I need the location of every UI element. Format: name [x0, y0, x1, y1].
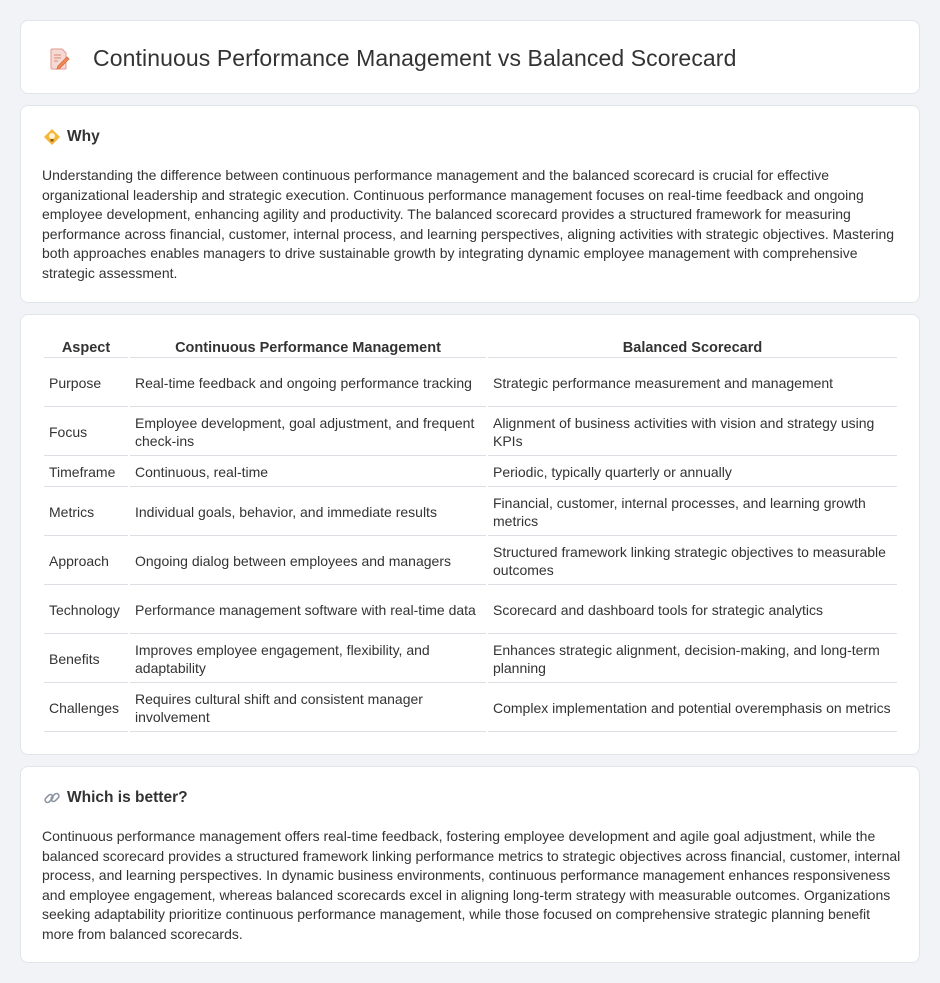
why-heading: Why: [67, 128, 100, 145]
better-heading: Which is better?: [67, 789, 188, 806]
bsc-cell: Structured framework linking strategic objectives to measurable outcomes: [488, 538, 897, 585]
cpm-cell: Real-time feedback and ongoing performance tracking: [130, 360, 486, 407]
aspect-cell: Focus: [44, 409, 128, 456]
aspect-cell: Metrics: [44, 489, 128, 536]
header-continuous-performance-management: Continuous Performance Management: [130, 337, 486, 358]
table-row: [44, 587, 897, 634]
cpm-cell: Ongoing dialog between employees and managers: [130, 538, 486, 585]
aspect-cell: Technology: [44, 587, 128, 634]
table-row: [44, 360, 897, 407]
table-row: [44, 409, 897, 456]
document-pencil-icon: [47, 47, 71, 71]
why-heading-row: [43, 128, 100, 146]
cpm-cell: Improves employee engagement, flexibility, and adaptability: [130, 636, 486, 683]
aspect-cell: Challenges: [44, 685, 128, 732]
bsc-cell: Strategic performance measurement and management: [488, 360, 897, 407]
header-balanced-scorecard: Balanced Scorecard: [488, 337, 897, 358]
bsc-cell: Periodic, typically quarterly or annually: [488, 458, 897, 487]
table-row: [44, 636, 897, 683]
aspect-cell: Benefits: [44, 636, 128, 683]
header-aspect: Aspect: [44, 337, 128, 358]
cpm-cell: Performance management software with real-time data: [130, 587, 486, 634]
link-icon: [43, 789, 61, 807]
bsc-cell: Financial, customer, internal processes, and learning growth metrics: [488, 489, 897, 536]
bsc-cell: Alignment of business activities with vision and strategy using KPIs: [488, 409, 897, 456]
comparison-card: [20, 314, 920, 755]
title-row: [47, 45, 736, 72]
better-card: [20, 766, 920, 963]
table-row: [44, 458, 897, 487]
table-header-row: [44, 337, 897, 358]
why-card: [20, 105, 920, 303]
bsc-cell: Complex implementation and potential overemphasis on metrics: [488, 685, 897, 732]
aspect-cell: Approach: [44, 538, 128, 585]
comparison-table: [42, 335, 899, 734]
aspect-cell: Purpose: [44, 360, 128, 407]
cpm-cell: Continuous, real-time: [130, 458, 486, 487]
why-text: Understanding the difference between continuous performance management and the balanced scorecard is crucial for effective organizational leadership and strategic execution. Continuous performance management focuses on real-time feedback and ongoing employee development, enhancing agility and productivity. The balanced scorecard provides a structured framework for measuring performance across financial, customer, internal process, and learning perspectives, aligning activities with strategic objectives. Mastering both approaches enables managers to drive sustainable growth by integrating dynamic employee management with comprehensive strategic assessment.: [42, 167, 895, 281]
bsc-cell: Scorecard and dashboard tools for strategic analytics: [488, 587, 897, 634]
cpm-cell: Requires cultural shift and consistent manager involvement: [130, 685, 486, 732]
title-card: [20, 20, 920, 94]
lightbulb-icon: [43, 128, 61, 146]
aspect-cell: Timeframe: [44, 458, 128, 487]
cpm-cell: Individual goals, behavior, and immediate results: [130, 489, 486, 536]
better-heading-row: [43, 789, 188, 807]
bsc-cell: Enhances strategic alignment, decision-making, and long-term planning: [488, 636, 897, 683]
page-title: Continuous Performance Management vs Balanced Scorecard: [93, 45, 737, 71]
cpm-cell: Employee development, goal adjustment, and frequent check-ins: [130, 409, 486, 456]
table-row: [44, 685, 897, 732]
table-row: [44, 538, 897, 585]
better-text: Continuous performance management offers real-time feedback, fostering employee development and agile goal adjustment, while the balanced scorecard provides a structured framework linking performance metrics to strategic objectives across financial, customer, internal process, and learning perspectives. In dynamic business environments, continuous performance management enhances responsiveness and employee engagement, whereas balanced scorecards excel in aligning long-term strategy with measurable outcomes. Organizations seeking adaptability prioritize continuous performance management, while those focused on comprehensive strategic planning benefit more from balanced scorecards.: [42, 828, 901, 942]
table-row: [44, 489, 897, 536]
